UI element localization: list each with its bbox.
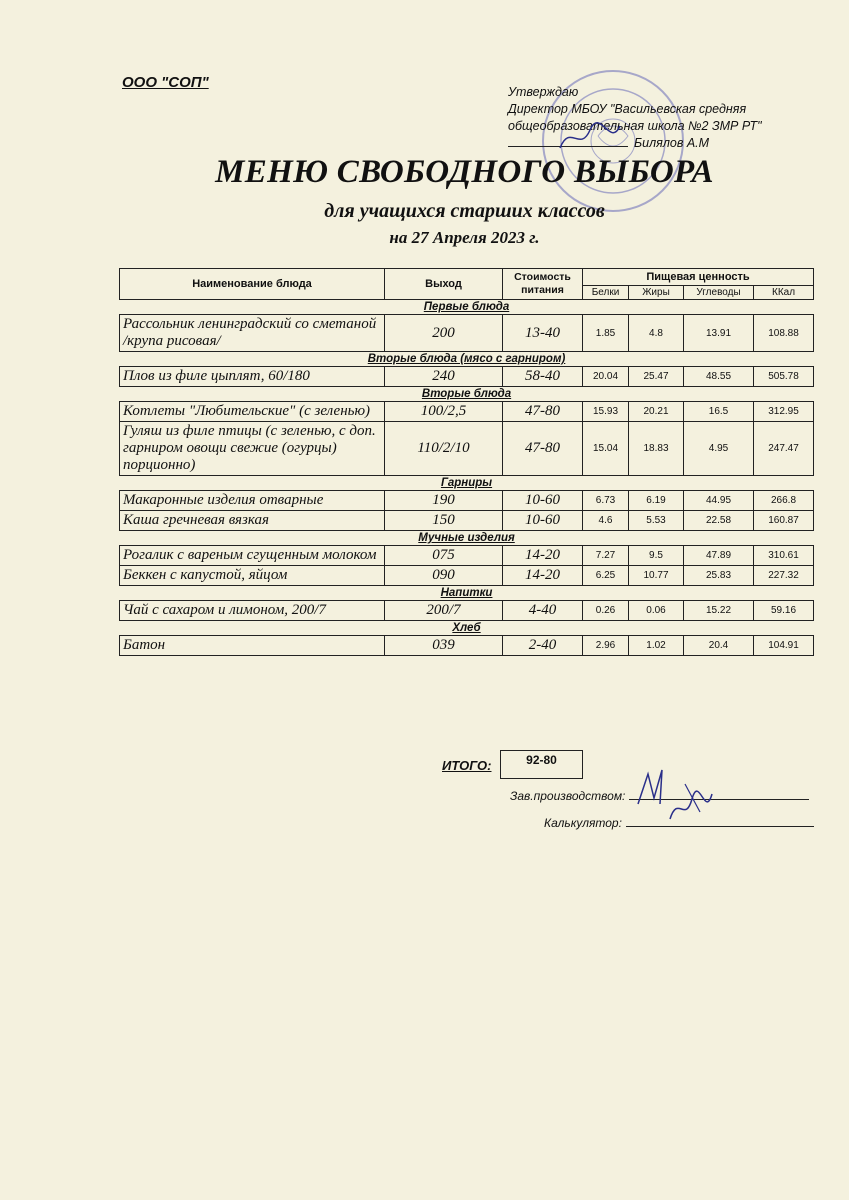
section-header-row [120, 300, 814, 315]
dish-carbs: 47.89 [684, 546, 754, 566]
table-row [120, 491, 814, 511]
table-row [120, 566, 814, 586]
production-label: Зав.производством: [510, 789, 626, 803]
dish-price: 14-20 [503, 546, 583, 566]
approval-line-2: общеобразовательная школа №2 ЗМР РТ" [508, 119, 762, 133]
dish-name: Котлеты "Любительские" (с зеленью) [120, 402, 385, 422]
dish-name: Плов из филе цыплят, 60/180 [120, 367, 385, 387]
column-header-price: Стоимость питания [503, 269, 583, 300]
dish-kcal: 104.91 [754, 636, 814, 656]
dish-fat: 10.77 [629, 566, 684, 586]
dish-kcal: 59.16 [754, 601, 814, 621]
dish-kcal: 160.87 [754, 511, 814, 531]
column-header-fat: Жиры [629, 286, 684, 300]
dish-output: 090 [385, 566, 503, 586]
menu-table-body [120, 300, 814, 656]
section-title: Первые блюда [423, 301, 510, 313]
dish-carbs: 15.22 [684, 601, 754, 621]
dish-output: 110/2/10 [385, 422, 503, 476]
dish-name: Рогалик с вареным сгущенным молоком [120, 546, 385, 566]
section-title: Гарниры [440, 477, 493, 489]
dish-name: Беккен с капустой, яйцом [120, 566, 385, 586]
total-value: 92-80 [500, 750, 583, 779]
director-signature-icon [555, 118, 625, 158]
dish-protein: 20.04 [583, 367, 629, 387]
dish-output: 100/2,5 [385, 402, 503, 422]
column-header-kcal: ККал [754, 286, 814, 300]
dish-name: Батон [120, 636, 385, 656]
section-title: Вторые блюда [421, 388, 512, 400]
dish-price: 14-20 [503, 566, 583, 586]
dish-protein: 4.6 [583, 511, 629, 531]
page-title: МЕНЮ СВОБОДНОГО ВЫБОРА [215, 154, 714, 190]
dish-price: 13-40 [503, 315, 583, 352]
calculator-label: Калькулятор: [544, 816, 622, 830]
director-name: Билялов А.М [634, 136, 710, 150]
dish-kcal: 227.32 [754, 566, 814, 586]
dish-protein: 15.04 [583, 422, 629, 476]
dish-name: Рассольник ленинградский со сметаной /крупа рисовая/ [120, 315, 385, 352]
dish-carbs: 44.95 [684, 491, 754, 511]
column-header-name: Наименование блюда [120, 269, 385, 300]
dish-kcal: 310.61 [754, 546, 814, 566]
dish-fat: 1.02 [629, 636, 684, 656]
dish-kcal: 266.8 [754, 491, 814, 511]
table-row [120, 546, 814, 566]
dish-name: Гуляш из филе птицы (с зеленью, с доп. гарниром овощи свежие (огурцы) порционно) [120, 422, 385, 476]
dish-fat: 20.21 [629, 402, 684, 422]
dish-fat: 9.5 [629, 546, 684, 566]
dish-price: 2-40 [503, 636, 583, 656]
dish-output: 190 [385, 491, 503, 511]
section-header-row [120, 621, 814, 636]
dish-protein: 2.96 [583, 636, 629, 656]
dish-carbs: 25.83 [684, 566, 754, 586]
dish-output: 200 [385, 315, 503, 352]
dish-name: Чай с сахаром и лимоном, 200/7 [120, 601, 385, 621]
section-header-row [120, 476, 814, 491]
approval-line-1: Директор МБОУ "Васильевская средняя [508, 102, 747, 116]
approval-block [508, 84, 762, 152]
column-header-nutrition: Пищевая ценность [583, 269, 814, 286]
table-row [120, 315, 814, 352]
section-title: Напитки [440, 587, 493, 599]
dish-protein: 6.25 [583, 566, 629, 586]
dish-price: 47-80 [503, 422, 583, 476]
table-row [120, 367, 814, 387]
dish-fat: 5.53 [629, 511, 684, 531]
dish-output: 150 [385, 511, 503, 531]
section-header-row [120, 352, 814, 367]
dish-protein: 0.26 [583, 601, 629, 621]
dish-price: 10-60 [503, 511, 583, 531]
dish-kcal: 312.95 [754, 402, 814, 422]
table-row [120, 402, 814, 422]
column-header-output: Выход [385, 269, 503, 300]
total-label: ИТОГО: [442, 758, 492, 773]
table-row [120, 601, 814, 621]
dish-output: 039 [385, 636, 503, 656]
dish-fat: 4.8 [629, 315, 684, 352]
dish-output: 240 [385, 367, 503, 387]
table-row [120, 511, 814, 531]
dish-kcal: 247.47 [754, 422, 814, 476]
dish-protein: 7.27 [583, 546, 629, 566]
dish-carbs: 4.95 [684, 422, 754, 476]
dish-carbs: 16.5 [684, 402, 754, 422]
section-title: Мучные изделия [418, 532, 515, 544]
dish-protein: 15.93 [583, 402, 629, 422]
table-row [120, 636, 814, 656]
dish-price: 47-80 [503, 402, 583, 422]
dish-price: 4-40 [503, 601, 583, 621]
section-title: Вторые блюда (мясо с гарниром) [367, 353, 566, 365]
menu-table [119, 268, 814, 656]
page-subtitle: для учащихся старших классов [324, 200, 605, 222]
dish-carbs: 48.55 [684, 367, 754, 387]
dish-price: 58-40 [503, 367, 583, 387]
production-signature-icon [630, 764, 720, 834]
column-header-protein: Белки [583, 286, 629, 300]
dish-fat: 0.06 [629, 601, 684, 621]
dish-fat: 18.83 [629, 422, 684, 476]
dish-protein: 1.85 [583, 315, 629, 352]
dish-name: Макаронные изделия отварные [120, 491, 385, 511]
dish-fat: 25.47 [629, 367, 684, 387]
section-header-row [120, 586, 814, 601]
dish-fat: 6.19 [629, 491, 684, 511]
dish-output: 200/7 [385, 601, 503, 621]
dish-price: 10-60 [503, 491, 583, 511]
section-header-row [120, 387, 814, 402]
section-title: Хлеб [452, 622, 481, 634]
dish-carbs: 13.91 [684, 315, 754, 352]
approval-title: Утверждаю [508, 85, 579, 99]
section-header-row [120, 531, 814, 546]
dish-kcal: 108.88 [754, 315, 814, 352]
dish-protein: 6.73 [583, 491, 629, 511]
column-header-carbs: Углеводы [684, 286, 754, 300]
dish-name: Каша гречневая вязкая [120, 511, 385, 531]
organization-name: ООО "СОП" [122, 74, 209, 91]
menu-date: на 27 Апреля 2023 г. [389, 228, 540, 247]
table-row [120, 422, 814, 476]
dish-output: 075 [385, 546, 503, 566]
dish-carbs: 22.58 [684, 511, 754, 531]
dish-kcal: 505.78 [754, 367, 814, 387]
dish-carbs: 20.4 [684, 636, 754, 656]
